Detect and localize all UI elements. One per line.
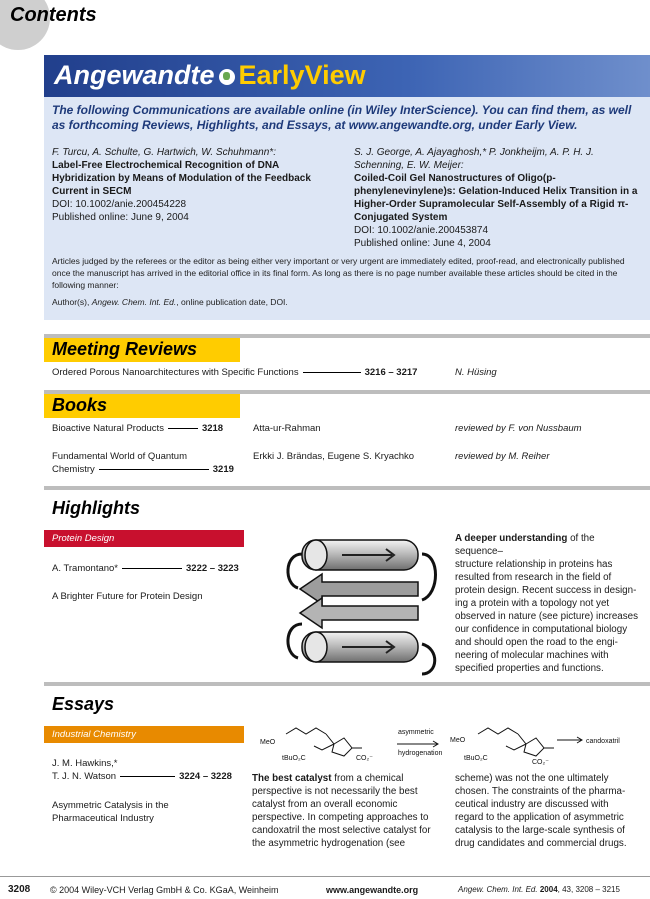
citation-format: Author(s), Angew. Chem. Int. Ed., online publication date, DOI. <box>52 297 288 307</box>
essay-author-1: J. M. Hawkins,* <box>52 758 118 769</box>
scheme-arrow-label-1: asymmetric <box>398 729 434 736</box>
article-published: Published online: June 4, 2004 <box>354 238 491 249</box>
book-entry-2[interactable] <box>52 450 234 476</box>
highlight-entry[interactable] <box>52 562 239 575</box>
highlight-title: A Brighter Future for Protein Design <box>52 591 203 602</box>
entry-pages: 3216 – 3217 <box>364 367 418 378</box>
entry-title: Ordered Porous Nanoarchitectures with Specific Functions <box>52 367 299 378</box>
reaction-scheme <box>252 722 648 768</box>
meeting-review-entry[interactable] <box>52 366 417 379</box>
entry-pages: 3224 – 3228 <box>179 771 232 782</box>
scheme-arrow-label-2: hydrogenation <box>398 750 443 757</box>
article-title: Label-Free Electrochemical Recognition of DNA Hybridization by Means of Modulation of the Feedback Current in SECM <box>52 160 311 197</box>
article-doi: DOI: 10.1002/anie.200453874 <box>354 225 488 236</box>
highlights-heading: Highlights <box>52 498 140 518</box>
entry-author: A. Tramontano* <box>52 563 119 574</box>
article-doi: DOI: 10.1002/anie.200454228 <box>52 199 186 210</box>
essay-abstract-col2: scheme) was not the one ultimately chosen. The constraints of the pharma- ceutical industry are discussed with regard to the application of asymmetric catalysis to the large-scale synthesis of drug candidates and commercial drugs. <box>455 773 627 849</box>
book-author: Atta-ur-Rahman <box>253 423 321 434</box>
scheme-group-3: tBuO₂C <box>464 755 488 762</box>
scheme-group-4: CO₂⁻ <box>532 759 549 766</box>
section-divider <box>44 486 650 490</box>
early-view-logo <box>54 60 366 91</box>
abstract-lead: The best catalyst <box>252 773 332 784</box>
scheme-reagent-2: MeO <box>450 737 466 744</box>
footer-copyright: © 2004 Wiley-VCH Verlag GmbH & Co. KGaA, Weinheim <box>50 885 279 895</box>
article-published: Published online: June 9, 2004 <box>52 212 189 223</box>
books-heading: Books <box>52 395 108 415</box>
book-pages: 3218 <box>201 423 224 434</box>
ev-article-2[interactable] <box>354 146 644 250</box>
scheme-group-1: tBuO₂C <box>282 755 306 762</box>
book-pages: 3219 <box>212 464 234 475</box>
book-title-line2: Chemistry <box>52 464 95 475</box>
footer-website[interactable]: www.angewandte.org <box>326 885 419 895</box>
page-number: 3208 <box>8 884 31 895</box>
article-authors: F. Turcu, A. Schulte, G. Hartwich, W. Schuhmann*: <box>52 147 276 158</box>
essays-heading: Essays <box>52 694 115 714</box>
meeting-review-author: N. Hüsing <box>455 367 497 378</box>
article-title: Coiled-Coil Gel Nanostructures of Oligo(p-phenylenevinylene)s: Gelation-Induced Helix Transition in a Higher-Order Supramolecular Self-Assembly of a Rigid π-Conjugated System <box>354 173 638 223</box>
section-divider <box>44 682 650 686</box>
essay-entry[interactable] <box>52 757 232 783</box>
highlight-category: Protein Design <box>52 533 115 544</box>
book-author: Erkki J. Brändas, Eugene S. Kryachko <box>253 451 415 462</box>
highlight-abstract: A deeper understanding of the sequence– structure relationship in proteins has resulted from research in the field of protein design. Recent success in design- ing a protein with a topology not yet observed in nature (see picture) increases our confidence in computational biology and should open the road to the engi- neering of molecular machines with specified properties and functions. <box>455 533 638 674</box>
protein-topology-illustration <box>282 524 442 684</box>
book-entry-1[interactable] <box>52 422 223 435</box>
scheme-group-2: CO₂⁻ <box>356 755 373 762</box>
book-title: Bioactive Natural Products <box>52 423 164 434</box>
early-view-note: Articles judged by the referees or the editor as being either very important or very urgent are immediately edited, proof-read, and electronically published once the manuscript has arrived in the editorial office in its final form. As long as there is no page number available these articles should be cited in the following manner: <box>52 256 625 290</box>
footer-rule <box>0 876 650 877</box>
page-title: Contents <box>10 4 97 26</box>
essay-abstract-col1: The best catalyst from a chemical perspective is not necessarily the best catalyst from an overall economic perspective. In competing approaches to candoxatril the most selective catalyst for the asymmetric hydrogenation (see <box>252 773 431 849</box>
scheme-reagent-1: MeO <box>260 739 276 746</box>
book-reviewer: reviewed by M. Reiher <box>455 451 550 462</box>
book-reviewer: reviewed by F. von Nussbaum <box>455 423 582 434</box>
footer-citation: Angew. Chem. Int. Ed. 2004, 43, 3208 – 3215 <box>458 885 620 894</box>
essay-title: Asymmetric Catalysis in the Pharmaceutical Industry <box>52 800 169 824</box>
logo-angewandte: Angewandte <box>54 60 215 90</box>
entry-pages: 3222 – 3223 <box>186 563 239 574</box>
essay-category: Industrial Chemistry <box>52 729 136 740</box>
book-title-line1: Fundamental World of Quantum <box>52 451 188 462</box>
article-authors: S. J. George, A. Ajayaghosh,* P. Jonkheijm, A. P. H. J. Schenning, E. W. Meijer: <box>354 147 594 171</box>
ev-article-1[interactable] <box>52 146 342 224</box>
early-view-intro: The following Communications are available online (in Wiley InterScience). You can find them, as well as forthcoming Reviews, Highlights, and Essays, at www.angewandte.org, under Early View. <box>52 103 632 132</box>
logo-earlyview: EarlyView <box>238 60 366 90</box>
abstract-lead: A deeper understanding <box>455 533 568 544</box>
essay-author-2: T. J. N. Watson <box>52 771 117 782</box>
meeting-reviews-heading: Meeting Reviews <box>52 339 198 359</box>
citation-journal: Angew. Chem. Int. Ed. <box>91 297 177 307</box>
scheme-product: candoxatril <box>586 738 620 745</box>
globe-icon <box>219 69 235 85</box>
